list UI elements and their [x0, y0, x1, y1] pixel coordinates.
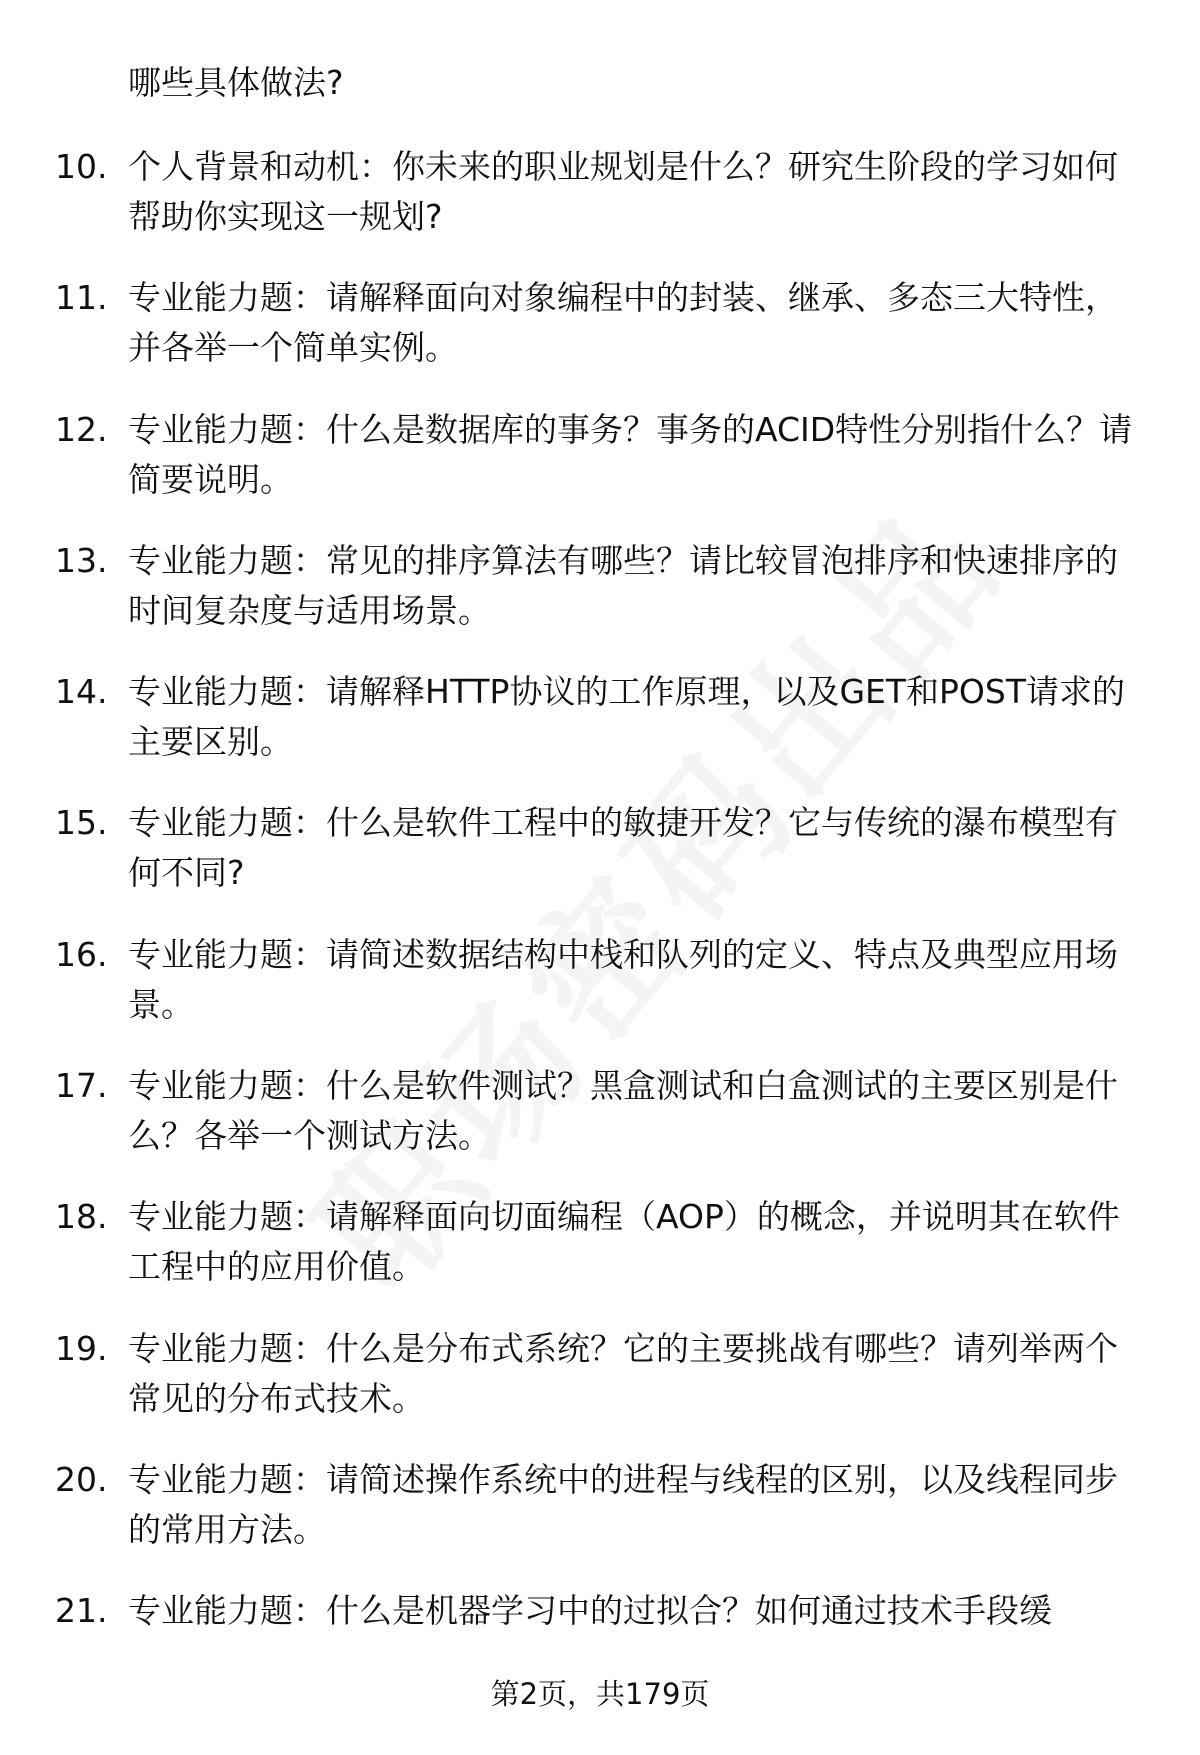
question-number: 20.	[55, 1459, 108, 1499]
question-item	[0, 405, 1200, 536]
question-list	[0, 142, 1200, 1718]
question-text: 专业能力题：请解释HTTP协议的工作原理，以及GET和POST请求的主要区别。	[128, 672, 1126, 762]
question-item	[0, 930, 1200, 1061]
question-text: 专业能力题：请解释面向切面编程（AOP）的概念，并说明其在软件工程中的应用价值。	[128, 1197, 1120, 1287]
question-text: 专业能力题：什么是分布式系统？它的主要挑战有哪些？请列举两个常见的分布式技术。	[128, 1328, 1118, 1418]
question-text: 专业能力题：请简述操作系统中的进程与线程的区别，以及线程同步的常用方法。	[128, 1459, 1118, 1549]
question-item	[0, 1455, 1200, 1586]
question-number: 17.	[55, 1066, 108, 1106]
question-number: 10.	[55, 147, 108, 186]
question-number: 18.	[55, 1197, 108, 1237]
question-number: 12.	[55, 409, 108, 449]
question-number: 11.	[55, 278, 108, 318]
continued-question-text: 哪些具体做法?	[128, 63, 344, 102]
question-item	[0, 536, 1200, 667]
page-footer: 第2页，共179页	[490, 1677, 710, 1711]
question-number: 21.	[55, 1591, 108, 1631]
question-text: 专业能力题：什么是软件工程中的敏捷开发？它与传统的瀑布模型有何不同?	[128, 803, 1118, 893]
question-number: 16.	[55, 934, 108, 974]
question-text: 专业能力题：常见的排序算法有哪些？请比较冒泡排序和快速排序的时间复杂度与适用场景。	[128, 540, 1118, 630]
question-item	[0, 273, 1200, 404]
question-number: 15.	[55, 803, 108, 843]
question-item	[0, 1061, 1200, 1192]
question-item	[0, 667, 1200, 798]
question-text: 专业能力题：什么是机器学习中的过拟合？如何通过技术手段缓	[128, 1591, 1052, 1631]
question-item	[0, 798, 1200, 929]
question-text: 个人背景和动机：你未来的职业规划是什么？研究生阶段的学习如何帮助你实现这一规划?	[128, 147, 1118, 236]
question-number: 19.	[55, 1328, 108, 1368]
question-item	[0, 1324, 1200, 1455]
question-number: 14.	[55, 672, 108, 712]
question-item	[0, 142, 1200, 273]
question-number: 13.	[55, 540, 108, 580]
question-text: 专业能力题：请解释面向对象编程中的封装、继承、多态三大特性，并各举一个简单实例。	[128, 278, 1118, 368]
question-text: 专业能力题：什么是数据库的事务？事务的ACID特性分别指什么？请简要说明。	[128, 409, 1133, 499]
question-text: 专业能力题：什么是软件测试？黑盒测试和白盒测试的主要区别是什么？各举一个测试方法。	[128, 1066, 1118, 1156]
question-text: 专业能力题：请简述数据结构中栈和队列的定义、特点及典型应用场景。	[128, 934, 1118, 1024]
question-item	[0, 1192, 1200, 1323]
